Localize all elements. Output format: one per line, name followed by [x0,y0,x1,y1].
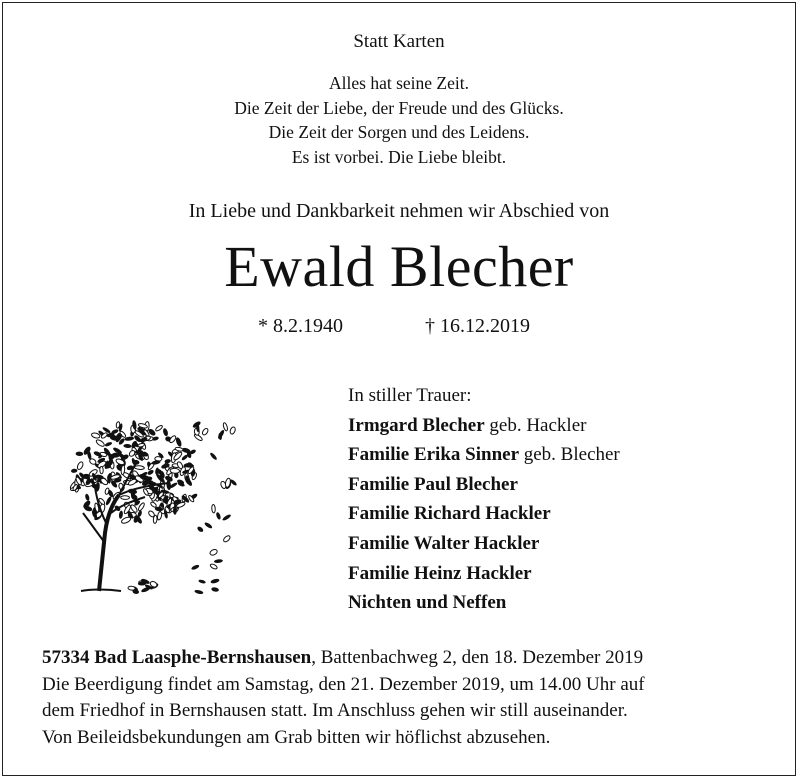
mourner-entry [348,440,620,470]
leaf [169,435,177,444]
leaf [209,452,218,461]
mourner-name: Familie Richard Hackler [348,503,551,525]
obituary-notice [2,2,796,776]
mourner-name: Familie Erika Sinner [348,444,519,466]
footer-line: Die Beerdigung findet am Samstag, den 21. Dezember 2019, um 14.00 Uhr auf [42,673,645,695]
leaf [211,587,219,593]
leaf [76,461,84,470]
footer-address-date: , Battenbachweg 2, den 18. Dezember 2019 [311,647,644,668]
mourner-name: Nichten und Neffen [348,592,507,614]
mourner-suffix: geb. Hackler [484,414,587,436]
footer-place: 57334 Bad Laasphe-Bernshausen [42,647,312,668]
leaf [222,535,231,543]
mourners-list [348,381,620,618]
leaf [222,514,232,522]
leaf [134,465,144,469]
leaf [147,469,155,476]
footer-line: Von Beileidsbekundungen am Grab bitten wir höflichst abzusehen. [42,726,551,748]
mourner-entry [348,529,620,559]
leaf [215,512,221,520]
leaf [209,548,218,556]
footer-text [42,645,762,751]
footer-line: dem Friedhof in Bernshausen statt. Im Anschluss gehen wir still auseinander. [42,700,628,721]
leaf [118,510,123,519]
mourner-entry [348,411,620,441]
mourners-heading: In stiller Trauer: [348,385,472,406]
leaf [150,501,157,508]
leaf [222,422,228,431]
poem-line: Alles hat seine Zeit. [329,73,469,93]
leaf [152,436,159,441]
intro-text: In Liebe und Dankbarkeit nehmen wir Abschied von [188,200,610,222]
leaf [201,427,209,435]
footer-place-line [42,645,762,672]
deceased-name: Ewald Blecher [224,234,574,299]
leaf [170,468,180,473]
top-label: Statt Karten [353,31,445,52]
leaf [123,444,132,449]
leaf [210,578,220,584]
leaf [196,526,204,533]
mourner-entry [348,470,620,500]
leaf [71,468,78,473]
leaf [75,451,83,456]
leaf [95,439,105,448]
mourner-suffix: geb. Blecher [519,444,620,466]
leaf [104,441,112,447]
poem-line: Die Zeit der Liebe, der Freude und des Glücks. [234,97,564,118]
leaf [194,589,204,595]
leaf [212,504,216,513]
leaf [198,579,206,584]
leaf [214,559,223,564]
leaf [128,586,136,591]
leaf [100,466,104,474]
leaf [191,564,200,571]
leaf [162,428,169,437]
poem [3,71,795,169]
death-date: † 16.12.2019 [425,315,530,337]
mourner-name: Familie Heinz Hackler [348,562,532,584]
mourner-entry [348,588,620,618]
poem-line: Es ist vorbei. Die Liebe bleibt. [291,146,507,167]
leaf [210,563,218,570]
leaf [121,465,125,475]
mourner-entry [348,559,620,589]
mourner-name: Familie Paul Blecher [348,473,518,495]
leaf [229,426,236,435]
leaf [130,504,139,513]
mourner-entry [348,499,620,529]
poem-line: Die Zeit der Sorgen und des Leidens. [268,122,530,142]
leaf [121,496,130,500]
mourner-name: Irmgard Blecher [348,414,485,436]
birth-date: * 8.2.1940 [258,315,343,337]
leaf [84,493,90,501]
leaf [204,521,213,529]
tree-with-falling-leaves-icon [61,413,241,598]
leaf [155,425,163,432]
mourner-name: Familie Walter Hackler [348,532,540,554]
